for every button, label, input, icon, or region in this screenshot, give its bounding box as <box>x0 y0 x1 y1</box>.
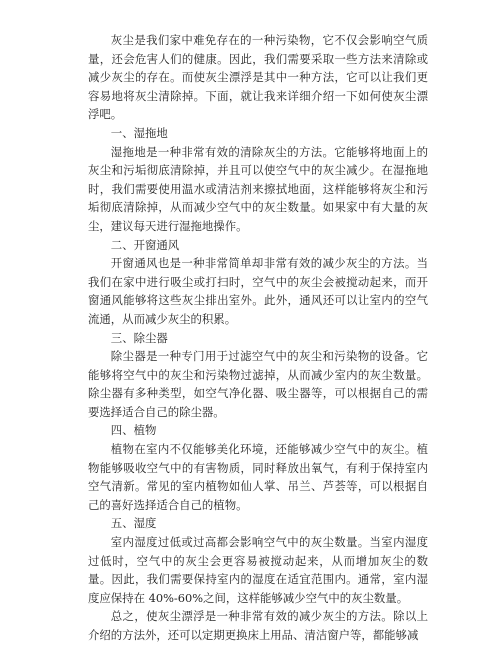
section-body-mopping: 湿拖地是一种非常有效的清除灰尘的方法。它能够将地面上的灰尘和污垢彻底清除掉，并且可以使空气中的灰尘减少。在湿拖地时，我们需要使用温水或清洁剂来擦拭地面，这样能够将灰尘和污垢彻底清除掉，从而减少空气中的灰尘数量。如果家中有大量的灰尘，建议每天进行湿拖地操作。 <box>88 144 428 233</box>
section-body-dust-collector: 除尘器是一种专门用于过滤空气中的灰尘和污染物的设备。它能够将空气中的灰尘和污染物过滤掉，从而减少室内的灰尘数量。除尘器有多种类型，如空气净化器、吸尘器等，可以根据自己的需要选择适合自己的除尘器。 <box>88 349 428 419</box>
conclusion-paragraph: 总之，使灰尘漂浮是一种非常有效的减少灰尘的方法。除以上介绍的方法外，还可以定期更换床上用品、清洁窗户等，都能够减 <box>88 609 428 642</box>
section-body-ventilation: 开窗通风也是一种非常简单却非常有效的减少灰尘的方法。当我们在家中进行吸尘或打扫时，空气中的灰尘会被搅动起来，而开窗通风能够将这些灰尘排出室外。此外，通风还可以让室内的空气流通，从而减少灰尘的积累。 <box>88 256 428 326</box>
intro-paragraph: 灰尘是我们家中难免存在的一种污染物，它不仅会影响空气质量，还会危害人们的健康。因此，我们需要采取一些方法来清除或减少灰尘的存在。而使灰尘漂浮是其中一种方法，它可以让我们更容易地将灰尘清除掉。下面，就让我来详细介绍一下如何使灰尘漂浮吧。 <box>88 33 428 122</box>
section-heading-humidity: 五、湿度 <box>110 516 157 531</box>
section-heading-plants: 四、植物 <box>110 423 157 438</box>
document-page <box>88 31 428 645</box>
section-body-plants: 植物在室内不仅能够美化环境，还能够减少空气中的灰尘。植物能够吸收空气中的有害物质，同时释放出氧气，有利于保持室内空气清新。常见的室内植物如仙人掌、吊兰、芦荟等，可以根据自己的喜好选择适合自己的植物。 <box>88 442 428 512</box>
section-heading-dust-collector: 三、除尘器 <box>110 330 168 345</box>
section-heading-mopping: 一、湿拖地 <box>110 125 168 140</box>
section-body-humidity: 室内湿度过低或过高都会影响空气中的灰尘数量。当室内湿度过低时，空气中的灰尘会更容易被搅动起来，从而增加灰尘的数量。因此，我们需要保持室内的湿度在适宜范围内。通常，室内湿度应保持在 40%-60%之间，这样能够减少空气中的灰尘数量。 <box>88 535 428 605</box>
section-heading-ventilation: 二、开窗通风 <box>110 237 180 252</box>
